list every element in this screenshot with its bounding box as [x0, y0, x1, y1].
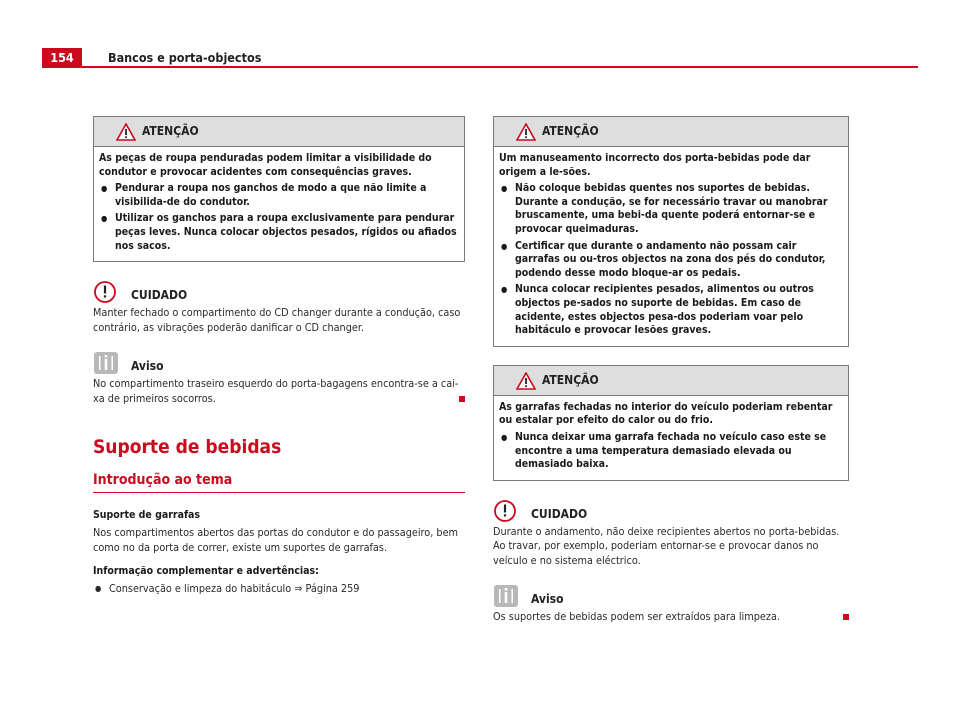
warning-box-clothes	[93, 116, 465, 262]
caution-icon	[93, 280, 117, 304]
section-end-marker	[459, 396, 465, 402]
warning-body	[494, 147, 848, 346]
warning-title: ATENÇÃO	[542, 372, 599, 387]
warning-bullet: ● Nunca colocar recipientes pesados, alimentos ou outros objectos pe-sados no suporte de bebidas. Em caso de acidente, estes objectos pesa-dos poderiam voar pelo habitáculo e provocar lesões graves.	[499, 283, 844, 337]
notice-title: Aviso	[131, 359, 164, 374]
section-end-marker	[843, 614, 849, 620]
caution-title: CUIDADO	[531, 506, 588, 521]
paragraph-text: Nos compartimentos abertos das portas do condutor e do passageiro, bem como no da porta de correr, existe um suportes de garrafas.	[93, 526, 459, 554]
paragraph-heading: Suporte de garrafas	[93, 509, 201, 522]
warning-title: ATENÇÃO	[142, 124, 199, 138]
notice-text-content: No compartimento traseiro esquerdo do porta-bagagens encontra-se a cai-xa de primeiros socorros.	[93, 377, 459, 405]
info-note-icon	[493, 584, 519, 608]
header-rule	[42, 66, 918, 68]
warning-triangle-icon	[516, 372, 536, 390]
caution-text: Durante o andamento, não deixe recipientes abertos no porta-bebidas. Ao travar, por exemplo, poderiam entornar-se e provocar danos no veículo e no sistema eléctrico.	[493, 524, 840, 567]
notice-note-removable	[493, 584, 849, 625]
info-note-icon	[93, 351, 119, 375]
warning-title: ATENÇÃO	[542, 124, 599, 138]
warning-body	[494, 396, 848, 480]
right-column	[493, 116, 849, 641]
page-number: 154	[42, 48, 82, 67]
warning-bullet: ● Utilizar os ganchos para a roupa exclusivamente para pendurar peças leves. Nunca colocar objectos pesados, rígidos ou afiados nos sacos.	[99, 212, 460, 253]
warning-intro: Um manuseamento incorrecto dos porta-bebidas pode dar origem a le-sões.	[499, 152, 811, 178]
warning-box-drinks	[493, 116, 849, 347]
caution-icon	[493, 499, 517, 523]
warning-body	[94, 147, 464, 261]
warning-bullet: ● Pendurar a roupa nos ganchos de modo a que não limite a visibilida-de do condutor.	[99, 182, 460, 209]
subsection-title: Introdução ao tema	[93, 472, 465, 493]
warning-triangle-icon	[116, 123, 136, 141]
warning-header	[494, 117, 848, 147]
notice-title: Aviso	[531, 592, 564, 607]
warning-header	[94, 117, 464, 147]
notice-note-firstaid	[93, 351, 465, 406]
warning-header	[494, 366, 848, 396]
section-title: Suporte de bebidas	[93, 436, 282, 459]
notice-text	[493, 610, 849, 625]
warning-bullet: ● Não coloque bebidas quentes nos suportes de bebidas. Durante a condução, se for necessário travar ou manobrar bruscamente, uma bebi-da quente poderá entornar-se e provocar queimaduras.	[499, 182, 844, 236]
caution-note-containers	[493, 499, 849, 569]
warning-bullet: ● Certificar que durante o andamento não possam cair garrafas ou ou-tros objectos na zona dos pés do condutor, podendo desse modo bloque-ar os pedais.	[499, 240, 844, 281]
warning-bullet: ● Nunca deixar uma garrafa fechada no veículo caso este se encontre a uma temperatura demasiado elevada ou demasiado baixa.	[499, 431, 844, 472]
warning-intro: As peças de roupa penduradas podem limitar a visibilidade do condutor e provocar acidentes com consequências graves.	[99, 152, 432, 178]
info-item-link[interactable]: ● Conservação e limpeza do habitáculo ⇒ Página 259	[93, 582, 465, 597]
caution-text: Manter fechado o compartimento do CD changer durante a condução, caso contrário, as vibrações poderão danificar o CD changer.	[93, 306, 461, 334]
info-heading: Informação complementar e advertências:	[93, 565, 319, 578]
notice-text-content: Os suportes de bebidas podem ser extraídos para limpeza.	[493, 610, 780, 624]
chapter-title: Bancos e porta-objectos	[108, 50, 262, 65]
left-column	[93, 116, 465, 607]
caution-title: CUIDADO	[131, 288, 188, 303]
warning-triangle-icon	[516, 123, 536, 141]
warning-box-bottles	[493, 365, 849, 481]
warning-intro: As garrafas fechadas no interior do veículo poderiam rebentar ou estalar por efeito do calor ou do frio.	[499, 400, 833, 427]
notice-text	[93, 377, 465, 406]
caution-note-cd	[93, 280, 465, 335]
